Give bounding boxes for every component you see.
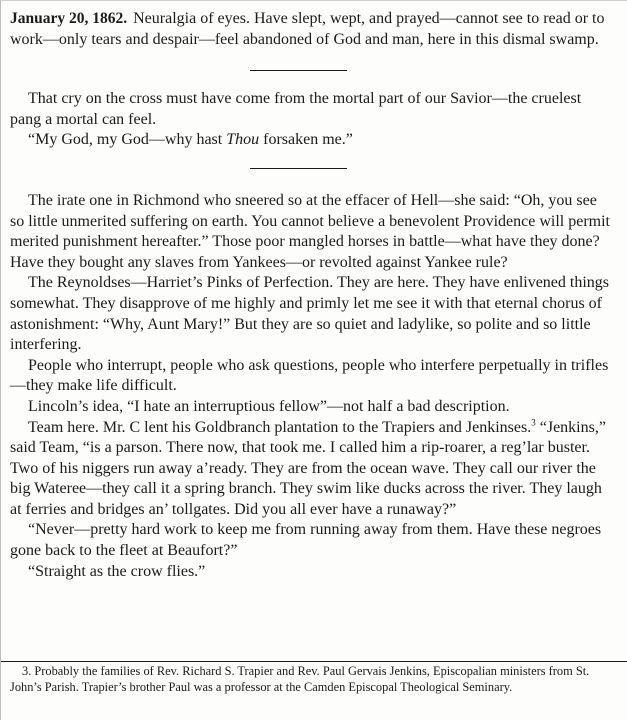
section-divider [250, 70, 347, 71]
team-paragraph [10, 418, 613, 521]
section-divider [250, 168, 347, 169]
diary-text [10, 9, 613, 582]
entry-opening-text: Neuralgia of eyes. Have slept, wept, and prayed—cannot see to read or to work—only tears and despair—feel abandoned of God and man, here in this dismal swamp. [10, 10, 605, 48]
straight-paragraph: “Straight as the crow flies.” [28, 562, 206, 580]
quote-text-start: “My God, my God—why hast [28, 131, 227, 149]
lincoln-paragraph: Lincoln’s idea, “I hate an interruptious fellow”—not half a bad description. [28, 397, 510, 415]
quote-italic-word: Thou [226, 131, 260, 149]
cross-paragraph: That cry on the cross must have come from the mortal part of our Savior—the cruelest pang a mortal can feel. [10, 90, 582, 128]
never-paragraph: “Never—pretty hard work to keep me from running away from them. Have these negroes gone back to the fleet at Beaufort?” [10, 521, 602, 560]
footnote [10, 664, 613, 695]
entry-opening-paragraph [10, 9, 613, 50]
team-text-end: “Jenkins,” said Team, “is a parson. There now, that took me. I called him a rip-roarer, a reg’lar buster. Two of his niggers run away a’ready. They are from the ocean wave. They call our river the big Wateree—they call it a spring branch. They swim like ducks across the river. They laugh at ferries and bridges an’ tollgates. Did you all ever have a runaway?” [10, 418, 606, 518]
scripture-quote [10, 130, 613, 151]
people-paragraph: People who interrupt, people who ask questions, people who interfere perpetually in trifles—they make life difficult. [10, 356, 609, 395]
footnote-marker: 3 [531, 417, 536, 428]
footnote-text: 3. Probably the families of Rev. Richard S. Trapier and Rev. Paul Gervais Jenkins, Episcopalian ministers from St. John’s Parish. Trapier’s brother Paul was a professor at the Camden Episcopal Theological Seminary. [10, 664, 590, 694]
team-text-start: Team here. Mr. C lent his Goldbranch plantation to the Trapiers and Jenkinses. [28, 418, 532, 436]
reynoldses-paragraph: The Reynoldses—Harriet’s Pinks of Perfection. They are here. They have enlivened things somewhat. They disapprove of me highly and primly let me see it with that eternal chorus of astonishment: “Why, Aunt Mary!” But they are so quiet and ladylike, so polite and so little interfering. [10, 274, 610, 354]
entry-date: January 20, 1862. [10, 10, 128, 27]
richmond-paragraph: The irate one in Richmond who sneered so at the effacer of Hell—she said: “Oh, you see so little unmerited suffering on earth. You cannot believe a benevolent Providence will permit merited punishment hereafter.” Those poor mangled horses in battle—what have they done? Have they bought any slaves from Yankees—or revolted against Yankee rule? [10, 191, 610, 271]
footnote-divider [1, 661, 627, 662]
quote-text-end: forsaken me.” [259, 131, 353, 149]
